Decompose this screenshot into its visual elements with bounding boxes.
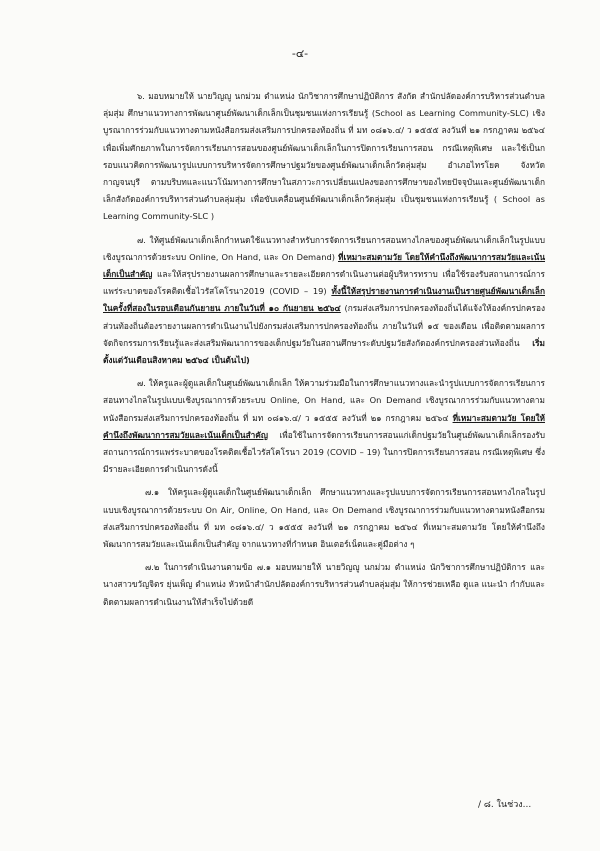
footer-continuation: / ๘. ในช่วง... <box>478 800 532 810</box>
paragraph-7-text-2: และให้สรุปรายงานผลการศึกษาและรายละเอียดการดำเนินงานต่อผู้บริหารทราบ เพื่อใช้รองรับสถานการณ์การแพร่ระบาดของโรคติดเชื้อไวรัสโคโรนา2019 (COVID – 19) <box>103 269 545 297</box>
paragraph-7-1: ๗.๑ ให้ครูและผู้ดูแลเด็กในศูนย์พัฒนาเด็กเล็ก ศึกษาแนวทางและรูปแบบการจัดการเรียนการสอนทางไกลในรูปแบบเชิงบูรณาการด้วยระบบ On Air, Online, On Hand, และ On Demand เชิงบูรณาการร่วมกับแนวทางตามหนังสือกรมส่งเสริมการปกครองท้องถิ่น ที่ มท ๐๘๑๖.๔/ ว ๑๕๕๕ ลงวันที่ ๒๑ กรกฎาคม ๒๕๖๔ ที่เหมาะสมตามวัย โดยให้คำนึงถึงพัฒนาการสมวัยและเน้นเด็กเป็นสำคัญ จากแนวทางที่กำหนด อินเตอร์เน็ตและคู่มือต่าง ๆ <box>103 487 545 550</box>
document-body <box>103 88 545 617</box>
paragraph-7 <box>103 232 545 370</box>
paragraph-7-emphasis-2: ทั้งนี้ให้สรุปรายงานการดำเนินงานเป็นรายศูนย์พัฒนาเด็กเล็ก ในครั้งที่สองในรอบเดือนกันยายน ภายในวันที่ ๑๐ กันยายน ๒๕๖๔ <box>103 286 545 314</box>
paragraph-7b <box>103 375 545 478</box>
paragraph-7-bold: เริ่มตั้งแต่วันเดือนสิงหาคม ๒๕๖๔ เป็นต้นไป) <box>103 337 545 366</box>
paragraph-7-2: ๗.๒ ในการดำเนินงานตามข้อ ๗.๑ มอบหมายให้ นายวิญญู นกม่วม ตำแหน่ง นักวิชาการศึกษาปฏิบัติการ และนางสาวขวัญจิตร ยุ่นเพ็ญ ตำแหน่ง หัวหน้าสำนักปลัดองค์การบริหารส่วนตำบลลุ่มสุ่ม ให้การช่วยเหลือ ดูแล แนะนำ กำกับและติดตามผลการดำเนินงานให้สำเร็จไปด้วยดี <box>103 562 545 607</box>
paragraph-7b-text-2: เพื่อใช้ในการจัดการเรียนการสอนแก่เด็กปฐมวัยในศูนย์พัฒนาเด็กเล็กรองรับสถานการณ์การแพร่ระบาดของโรคติดเชื้อไวรัสโคโรนา 2019 (COVID – 19) ในการปิดการเรียนการสอน กรณีเหตุพิเศษ ซึ่งมีรายละเอียดการดำเนินการดังนี้ <box>103 429 545 475</box>
page-number: -๔- <box>291 47 309 60</box>
paragraph-7-text-1: ๗. ให้ศูนย์พัฒนาเด็กเล็กกำหนดใช้แนวทางสำหรับการจัดการเรียนการสอนทางไกลของศูนย์พัฒนาเด็กเล็กในรูปแบบเชิงบูรณาการด้วยระบบ Online, On Hand, และ On Demand) <box>103 234 545 262</box>
paragraph-7b-text-1: ๗. ให้ครูและผู้ดูแลเด็กในศูนย์พัฒนาเด็กเล็ก ให้ความร่วมมือในการศึกษาแนวทางและนำรูปแบบการจัดการเรียนการสอนทางไกลในรูปแบบเชิงบูรณาการด้วยระบบ Online, On Hand, และ On Demand เชิงบูรณาการร่วมกับแนวทางตามหนังสือกรมส่งเสริมการปกครองท้องถิ่น ที่ มท ๐๘๑๖.๔/ ว ๑๕๕๕ ลงวันที่ ๒๑ กรกฎาคม ๒๕๖๔ <box>103 378 545 423</box>
paragraph-7-text-3: (กรมส่งเสริมการปกครองท้องถิ่นได้แจ้งให้องค์กรปกครองส่วนท้องถิ่นต้องรายงานผลการดำเนินงานไปยังกรมส่งเสริมการปกครองท้องถิ่น ภายในวันที่ ๑๕ ของเดือน เพื่อติดตามผลการจัดกิจกรรมการเรียนรู้และส่งเสริมพัฒนาการของเด็กปฐมวัยในสถานศึกษาระดับปฐมวัยสังกัดองค์กรปกครองส่วนท้องถิ่น <box>103 303 545 348</box>
paragraph-7-emphasis-1: ที่เหมาะสมตามวัย โดยให้คำนึงถึงพัฒนาการสมวัยและเน้นเด็กเป็นสำคัญ <box>103 251 546 280</box>
paragraph-7b-emphasis: ที่เหมาะสมตามวัย โดยให้คำนึงถึงพัฒนาการสมวัยและเน้นเด็กเป็นสำคัญ <box>103 412 545 440</box>
paragraph-6: ๖. มอบหมายให้ นายวิญญู นกม่วม ตำแหน่ง นักวิชาการศึกษาปฏิบัติการ สังกัด สำนักปลัดองค์การบริหารส่วนตำบลลุ่มสุ่ม ศึกษาแนวทางการพัฒนาศูนย์พัฒนาเด็กเล็กเป็นชุมชนแห่งการเรียนรู้ (School as Learning Community-SLC) เชิงบูรณาการร่วมกับแนวทางตามหนังสือกรมส่งเสริมการปกครองท้องถิ่น ที่ มท ๐๘๑๖.๔/ ว ๑๕๕๕ ลงวันที่ ๒๑ กรกฎาคม ๒๕๖๔ เพื่อเพิ่มศักยภาพในการจัดการเรียนการสอนของศูนย์พัฒนาเด็กเล็กในการปิดการเรียนการสอน กรณีเหตุพิเศษ และใช้เป็นกรอบแนวคิดการพัฒนารูปแบบการบริหารจัดการศึกษาปฐมวัยของศูนย์พัฒนาเด็กเล็กวัดลุ่มสุ่ม อำเภอไทรโยค จังหวัดกาญจนบุรี ตามบริบทและแนวโน้มทางการศึกษาในสภาวะการเปลี่ยนแปลงของการศึกษาของไทยปัจจุบันและศูนย์พัฒนาเด็กเล็กสังกัดองค์การบริหารส่วนตำบลลุ่มสุ่ม เพื่อขับเคลื่อนศูนย์พัฒนาเด็กเล็กวัดลุ่มสุ่ม เป็นชุมชนแห่งการเรียนรู้ ( School as Learning Community-SLC ) <box>103 91 545 222</box>
